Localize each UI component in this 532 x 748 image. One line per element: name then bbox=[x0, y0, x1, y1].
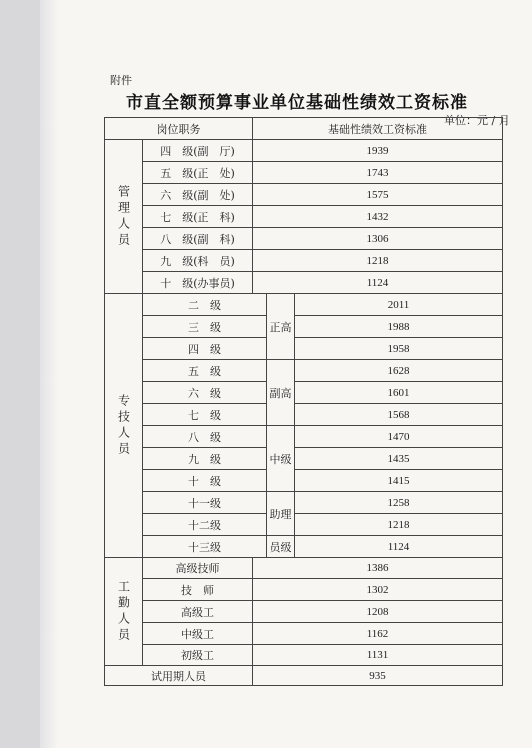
table-row-grade: 十一级 bbox=[143, 492, 267, 514]
table-row-grade: 二 级 bbox=[143, 294, 267, 316]
attachment-label: 附件 bbox=[110, 74, 132, 87]
subgroup-assistant: 助理 bbox=[267, 492, 295, 536]
table-row-value: 1568 bbox=[295, 404, 502, 426]
table-row-value: 1939 bbox=[253, 140, 502, 162]
table-row-value: 1432 bbox=[253, 206, 502, 228]
table-row-value: 1988 bbox=[295, 316, 502, 338]
group-workers bbox=[105, 558, 143, 666]
subgroup-intermediate: 中级 bbox=[267, 426, 295, 492]
table-row-grade: 六 级 bbox=[143, 382, 267, 404]
table-row-value: 1575 bbox=[253, 184, 502, 206]
table-row-value: 1958 bbox=[295, 338, 502, 360]
header-standard: 基础性绩效工资标准 bbox=[253, 118, 502, 140]
table-row-grade: 五 级 bbox=[143, 360, 267, 382]
table-row-grade: 四 级(副 厅) bbox=[143, 140, 253, 162]
table-row-value: 1162 bbox=[253, 623, 502, 645]
table-row-grade: 十三级 bbox=[143, 536, 267, 558]
table-row-grade: 八 级 bbox=[143, 426, 267, 448]
table-row-value: 1124 bbox=[295, 536, 502, 558]
subgroup-senior: 正高 bbox=[267, 294, 295, 360]
group-label: 专技人员 bbox=[116, 393, 131, 458]
table-row-grade: 高级工 bbox=[143, 601, 253, 623]
table-row-value: 1131 bbox=[253, 645, 502, 666]
table-row-grade: 十 级(办事员) bbox=[143, 272, 253, 294]
table-row-value: 1218 bbox=[295, 514, 502, 536]
table-row-value: 1124 bbox=[253, 272, 502, 294]
table-row-grade: 十 级 bbox=[143, 470, 267, 492]
table-row-value: 1415 bbox=[295, 470, 502, 492]
table-row-value: 1306 bbox=[253, 228, 502, 250]
table-row-value: 1470 bbox=[295, 426, 502, 448]
unit-label: 单位：元 / 月 bbox=[444, 114, 510, 127]
salary-table bbox=[104, 117, 503, 686]
group-technical bbox=[105, 294, 143, 558]
table-row-value: 1302 bbox=[253, 579, 502, 601]
group-management bbox=[105, 140, 143, 294]
table-row-grade: 高级技师 bbox=[143, 558, 253, 579]
table-row-value: 2011 bbox=[295, 294, 502, 316]
header-position: 岗位职务 bbox=[105, 118, 253, 140]
table-row-grade: 六 级(副 处) bbox=[143, 184, 253, 206]
table-row-value: 1258 bbox=[295, 492, 502, 514]
table-row-value: 1628 bbox=[295, 360, 502, 382]
table-row-grade: 七 级(正 科) bbox=[143, 206, 253, 228]
table-row-grade: 技 师 bbox=[143, 579, 253, 601]
table-row-grade: 七 级 bbox=[143, 404, 267, 426]
table-row-grade: 十二级 bbox=[143, 514, 267, 536]
document-page bbox=[40, 0, 532, 748]
table-row-grade: 五 级(正 处) bbox=[143, 162, 253, 184]
subgroup-associate-senior: 副高 bbox=[267, 360, 295, 426]
table-row-grade: 八 级(副 科) bbox=[143, 228, 253, 250]
table-row-value: 1208 bbox=[253, 601, 502, 623]
table-row-grade: 中级工 bbox=[143, 623, 253, 645]
table-row-grade: 四 级 bbox=[143, 338, 267, 360]
table-row-grade: 三 级 bbox=[143, 316, 267, 338]
table-row-value: 1435 bbox=[295, 448, 502, 470]
table-row-value: 1218 bbox=[253, 250, 502, 272]
probation-value: 935 bbox=[369, 669, 386, 682]
table-row-grade: 九 级(科 员) bbox=[143, 250, 253, 272]
table-row-grade: 九 级 bbox=[143, 448, 267, 470]
table-row-value: 1601 bbox=[295, 382, 502, 404]
table-row-value: 1743 bbox=[253, 162, 502, 184]
document-title: 市直全额预算事业单位基础性绩效工资标准 bbox=[126, 93, 468, 113]
table-row-value: 1386 bbox=[253, 558, 502, 579]
group-label: 管理人员 bbox=[116, 184, 131, 249]
group-label: 工勤人员 bbox=[116, 579, 131, 644]
table-row-grade: 初级工 bbox=[143, 645, 253, 666]
probation-label: 试用期人员 bbox=[105, 666, 253, 685]
subgroup-junior: 员级 bbox=[267, 536, 295, 558]
